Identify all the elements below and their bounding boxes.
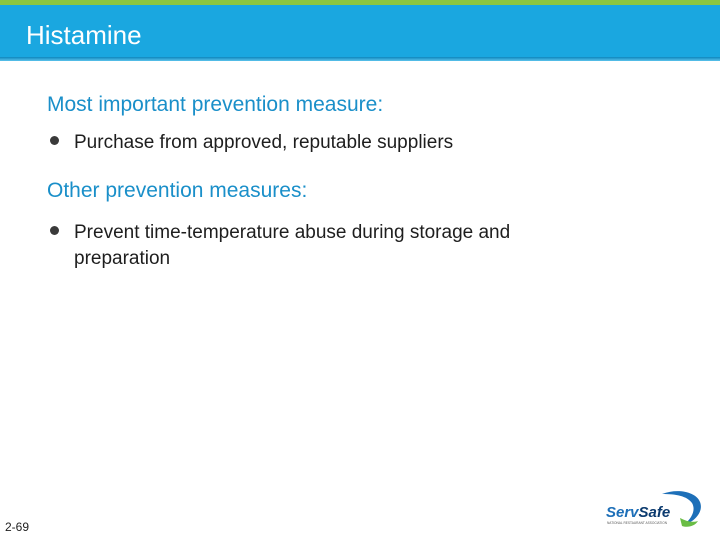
servsafe-logo: [600, 488, 704, 532]
logo-tagline: NATIONAL RESTAURANT ASSOCIATION: [607, 521, 668, 525]
bullet-text: Prevent time-temperature abuse during storage and preparation: [74, 222, 511, 269]
title-bar-shadow: [0, 57, 720, 61]
slide-title: Histamine: [26, 20, 142, 50]
servsafe-logo-icon: [600, 488, 704, 532]
section-heading-primary: Most important prevention measure:: [47, 93, 384, 116]
page-number: 2-69: [5, 520, 30, 534]
bullet-text: Purchase from approved, reputable suppliers: [74, 132, 454, 153]
bullet-dot-icon: [50, 136, 59, 145]
section-heading-other: Other prevention measures:: [47, 179, 308, 202]
svg-text:ServSafe: ServSafe: [606, 504, 671, 521]
bullet-dot-icon: [50, 226, 59, 235]
title-bar: [0, 5, 720, 57]
